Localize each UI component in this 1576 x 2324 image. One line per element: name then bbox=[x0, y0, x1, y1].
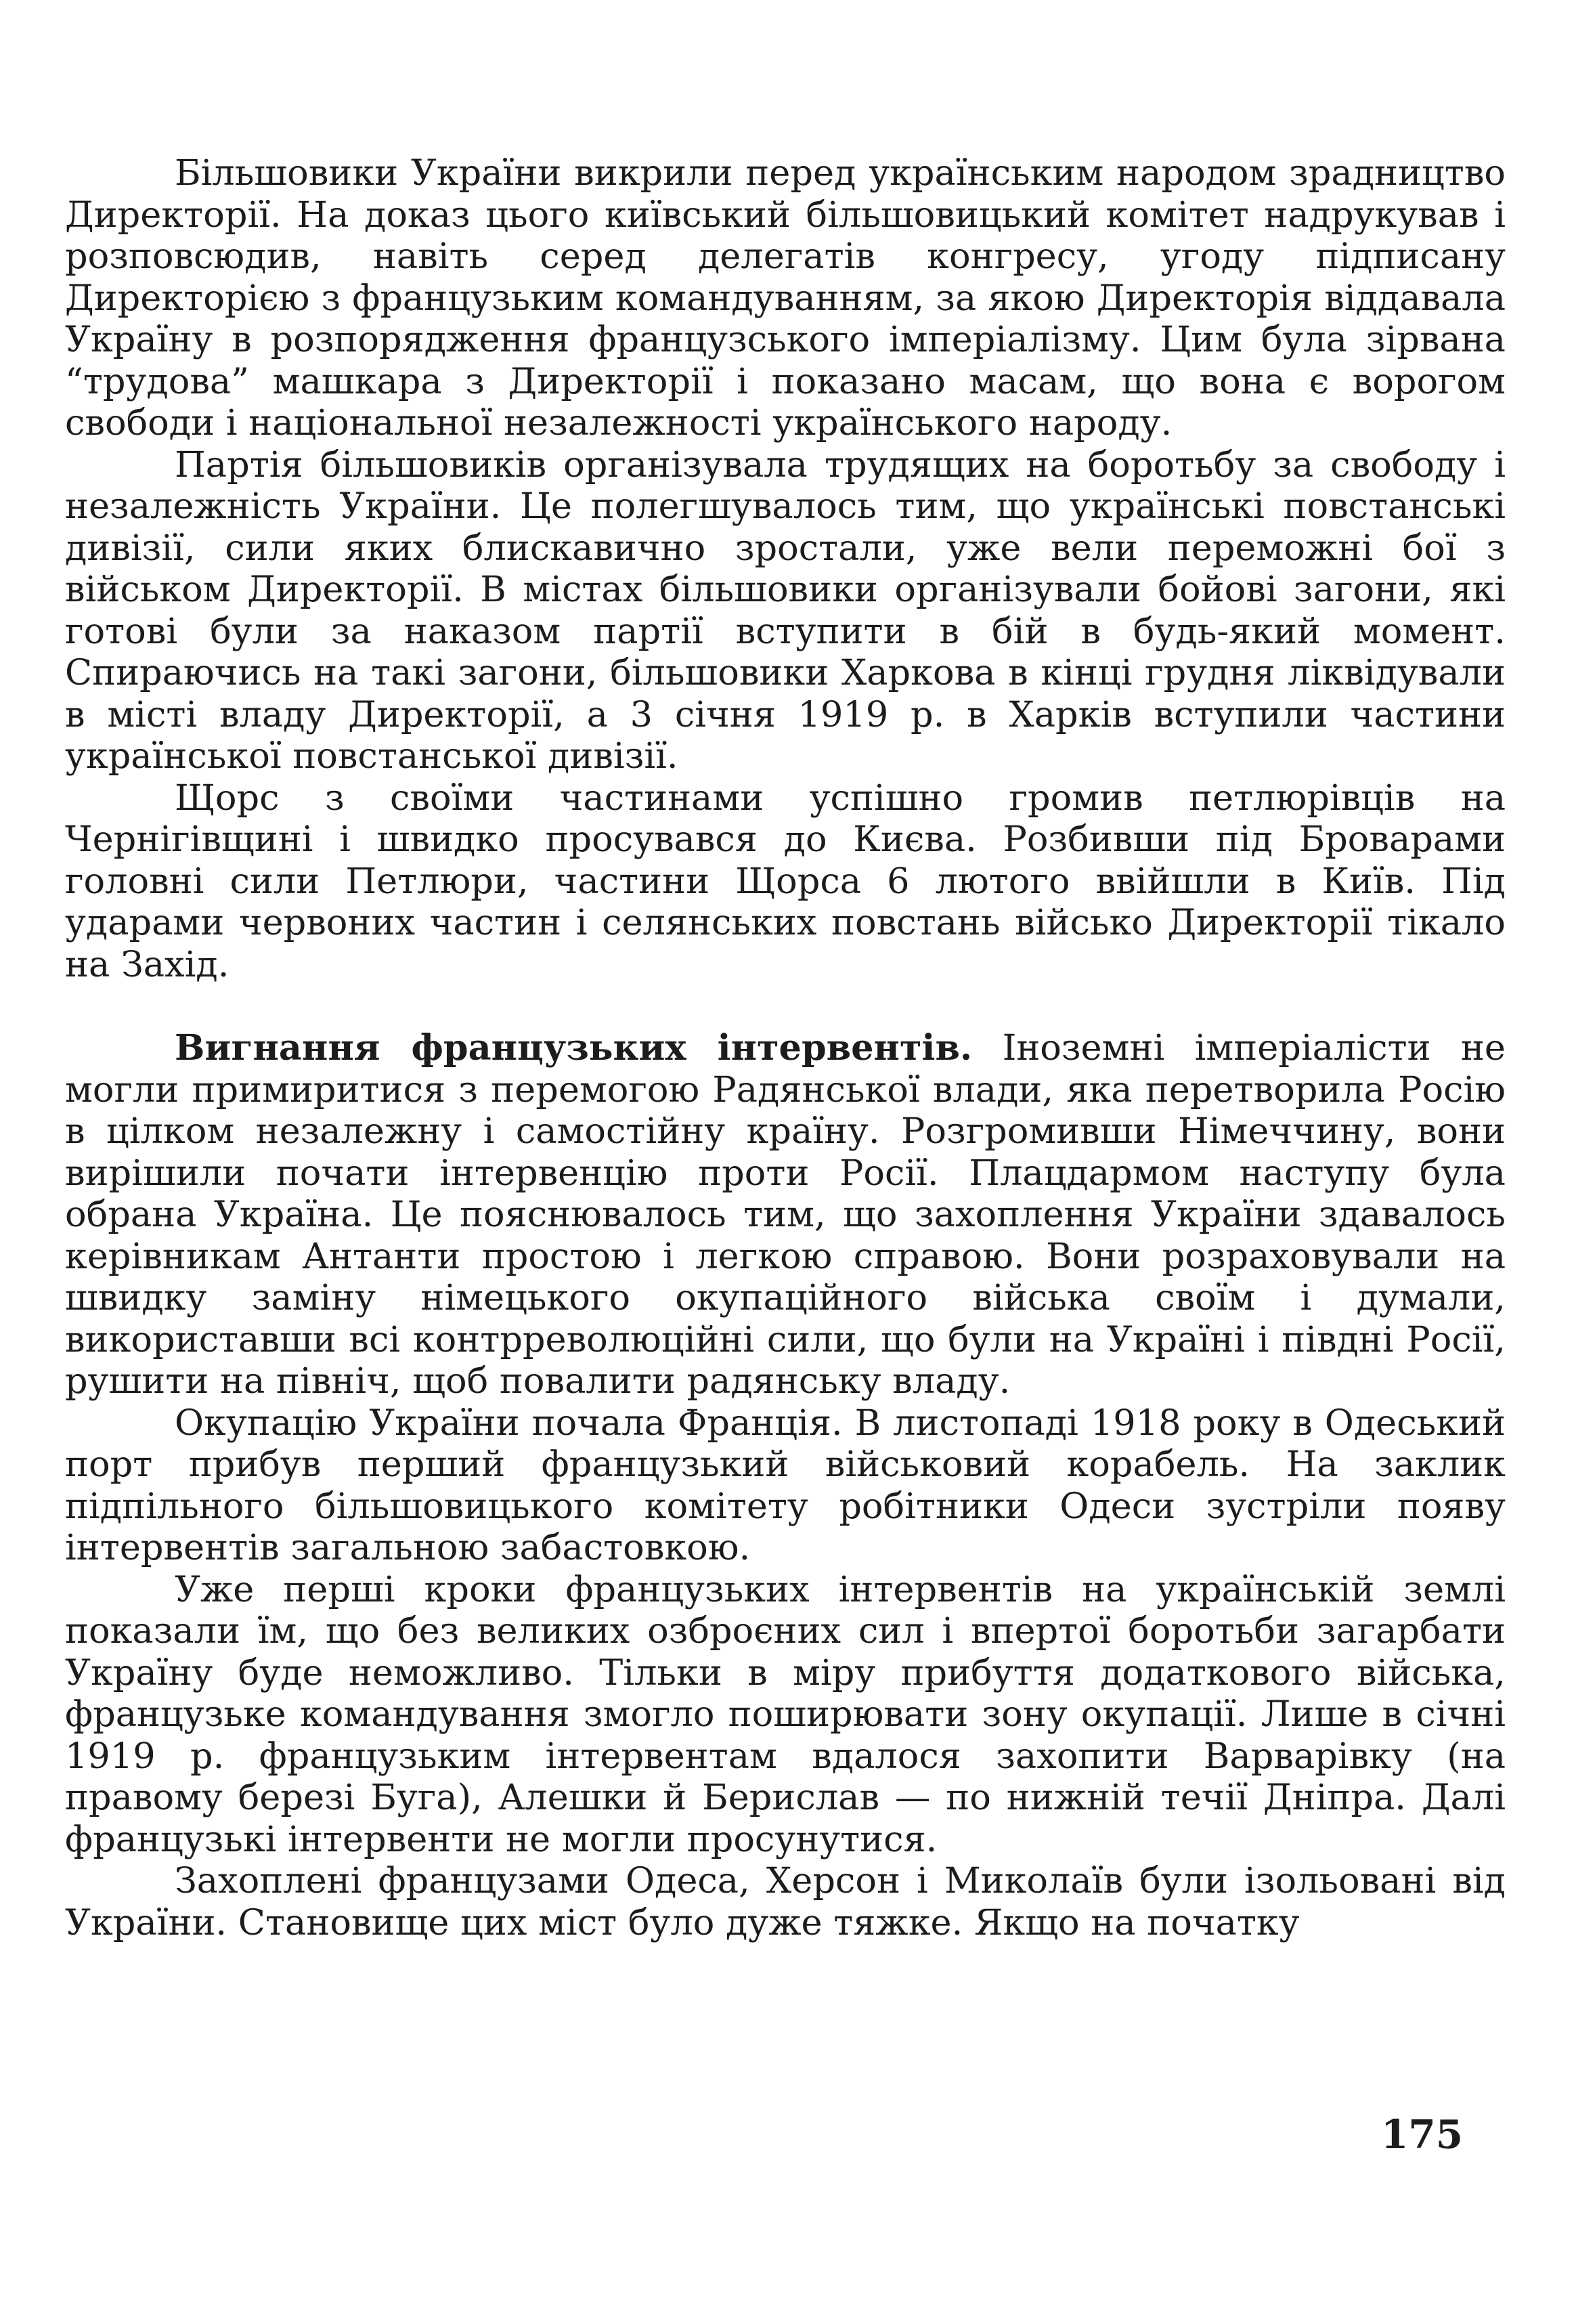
paragraph-5: Окупацію України почала Франція. В листопаді 1918 року в Одеський порт прибув перший французький військовий корабель. На заклик підпільного більшовицького комітету робітники Одеси зустріли появу інтервентів загальною забастовкою. bbox=[65, 1402, 1506, 1568]
section-first-paragraph bbox=[65, 1027, 1506, 1402]
paragraph-7: Захоплені французами Одеса, Херсон і Миколаїв були ізольовані від України. Становище цих міст було дуже тяжке. Якщо на початку bbox=[65, 1860, 1506, 1943]
page-number: 175 bbox=[1381, 2111, 1464, 2157]
paragraph-1: Більшовики України викрили перед українським народом зрадництво Директорії. На доказ цього київський більшовицький комітет надрукував і розповсюдив, навіть серед делегатів конгресу, угоду підписану Директорією з французьким командуванням, за якою Директорія віддавала Україну в розпорядження французського імперіалізму. Цим була зірвана “трудова” машкара з Директорії і показано масам, що вона є ворогом свободи і національної незалежності українського народу. bbox=[65, 152, 1506, 444]
section-heading: Вигнання французьких інтервентів. bbox=[175, 1027, 973, 1069]
paragraph-6: Уже перші кроки французьких інтервентів на українській землі показали їм, що без великих озброєних сил і впертої боротьби загарбати Україну буде неможливо. Тільки в міру прибуття додаткового війська, французьке командування змогло поширювати зону окупації. Лише в січні 1919 р. французьким інтервентам вдалося захопити Варварівку (на правому березі Буга), Алешки й Берислав — по нижній течії Дніпра. Далі французькі інтервенти не могли просунутися. bbox=[65, 1568, 1506, 1860]
body-text bbox=[65, 152, 1506, 1943]
paragraph-2: Партія більшовиків організувала трудящих на боротьбу за свободу і незалежність України. Це полегшувалось тим, що українські повстанські дивізії, сили яких блискавично зростали, уже вели переможні бої з військом Директорії. В містах більшовики організували бойові загони, які готові були за наказом партії вступити в бій в будь-який момент. Спираючись на такі загони, більшовики Харкова в кінці грудня ліквідували в місті владу Директорії, а 3 січня 1919 р. в Харків вступили частини української повстанської дивізії. bbox=[65, 444, 1506, 777]
paragraph-3: Щорс з своїми частинами успішно громив петлюрівців на Чернігівщині і швидко просувався до Києва. Розбивши під Броварами головні сили Петлюри, частини Щорса 6 лютого ввійшли в Київ. Під ударами червоних частин і селянських повстань військо Директорії тікало на Захід. bbox=[65, 777, 1506, 985]
section-intro-text: Іноземні імперіалісти не могли примиритися з перемогою Радянської влади, яка перетворила Росію в цілком незалежну і самостійну країну. Розгромивши Німеччину, вони вирішили почати інтервенцію проти Росії. Плацдармом наступу була обрана Україна. Це пояснювалось тим, що захоплення України здавалось керівникам Антанти простою і легкою справою. Вони розраховували на швидку заміну німецького окупаційного війська своїм і думали, використавши всі контрреволюційні сили, що були на Україні і півдні Росії, рушити на північ, щоб повалити радянську владу. bbox=[65, 1027, 1506, 1402]
